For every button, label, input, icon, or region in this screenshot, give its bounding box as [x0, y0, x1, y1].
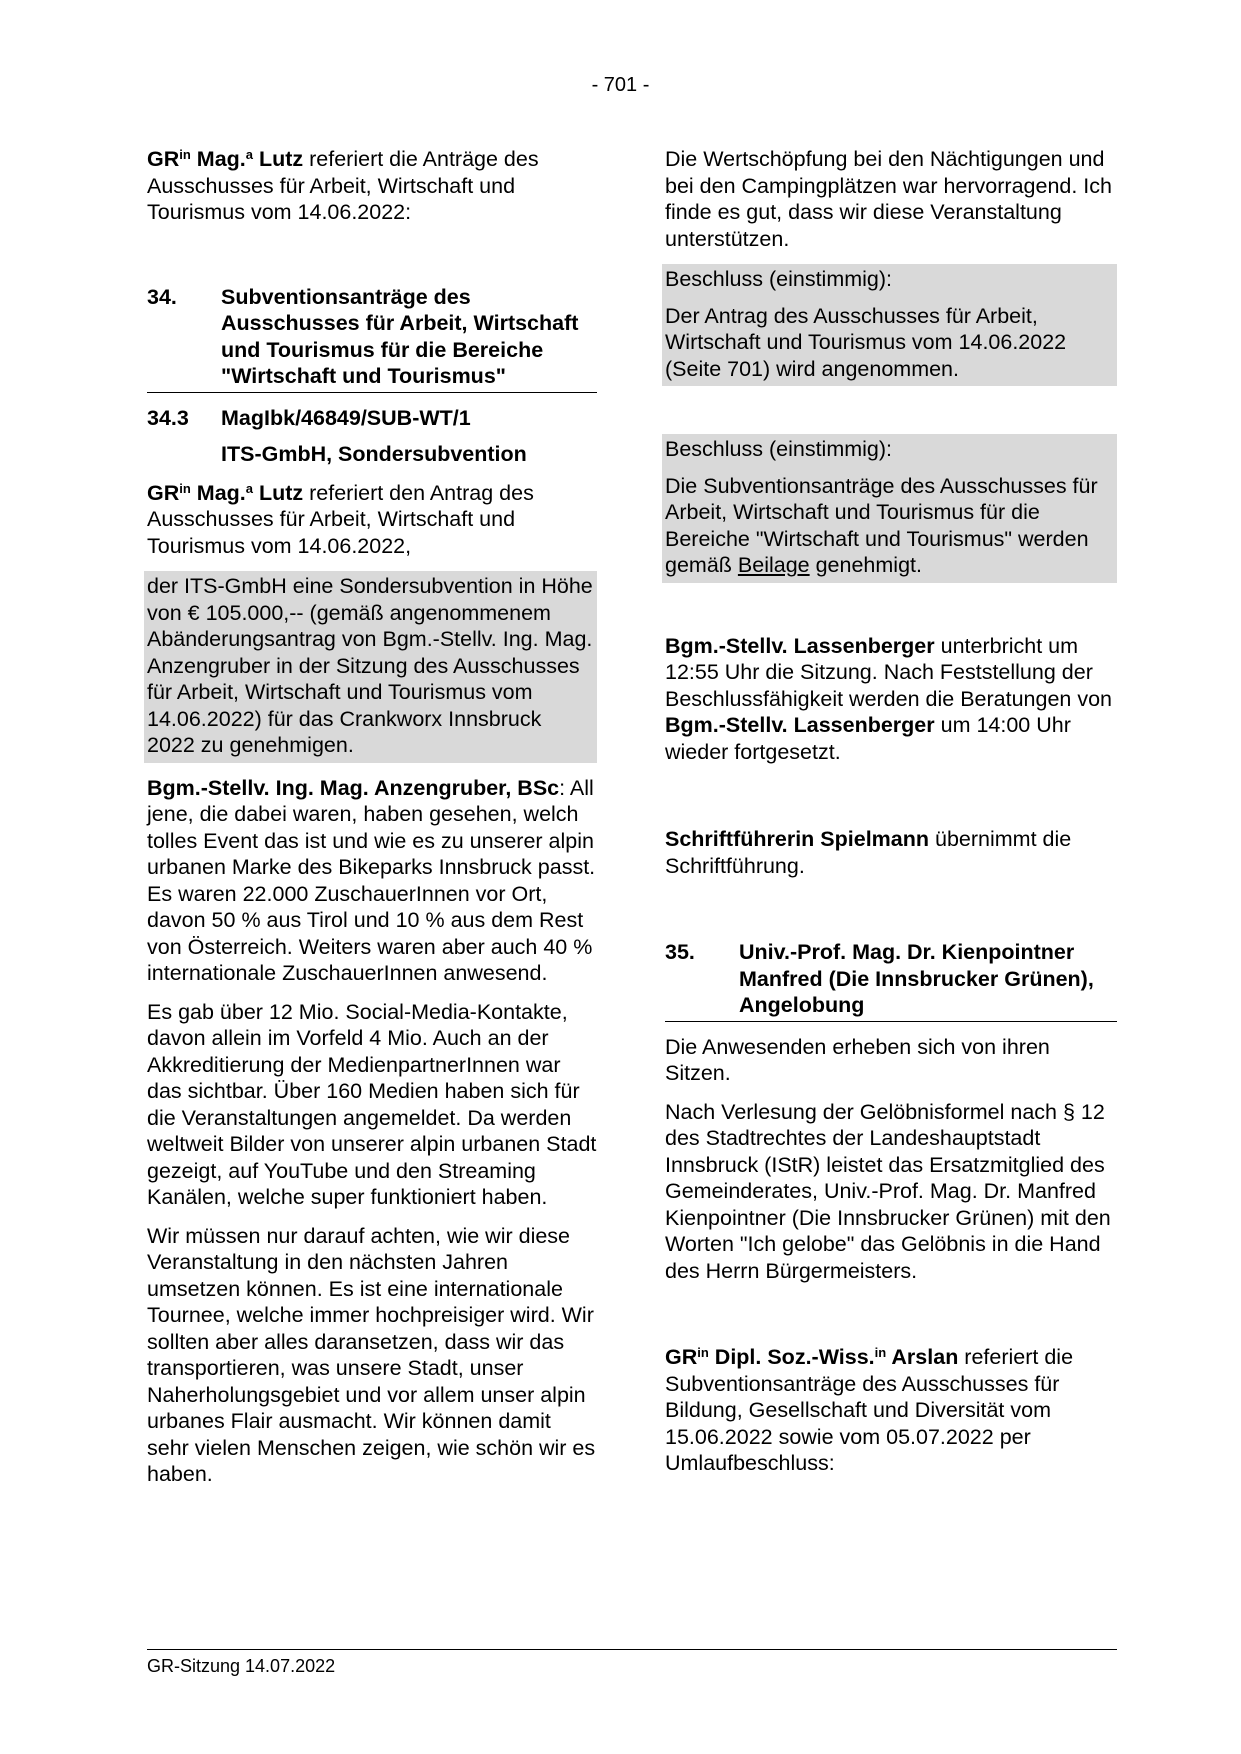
resolution-box-1	[662, 264, 1117, 386]
agenda-file-number: MagIbk/46849/SUB-WT/1	[221, 405, 471, 430]
agenda-title: Univ.-Prof. Mag. Dr. Kienpointner Manfred (Die Innsbrucker Grünen), Angelobung	[739, 940, 1094, 1017]
agenda-number: 35.	[665, 940, 695, 964]
page-footer: GR-Sitzung 14.07.2022	[147, 1649, 1117, 1677]
attachment-link[interactable]: Beilage	[737, 553, 810, 577]
agenda-heading-34-3	[147, 405, 597, 432]
procedure-paragraph: Bgm.-Stellv. Lassenberger unterbricht um 12:55 Uhr die Sitzung. Nach Feststellung der Beschlussfähigkeit werden die Beratungen von Bgm.-Stellv. Lassenberger um 14:00 Uhr wieder fortgesetzt.	[665, 633, 1113, 764]
agenda-heading-35	[665, 939, 1117, 1022]
resolution-heading: Beschluss (einstimmig):	[665, 267, 892, 291]
speaker-name: $GR^{in}$ Dipl. Soz.-Wiss.$^{in}$ Arslan	[665, 1345, 959, 1369]
resolution-heading: Beschluss (einstimmig):	[665, 437, 892, 461]
speech-paragraph: Bgm.-Stellv. Ing. Mag. Anzengruber, BSc: All jene, die dabei waren, haben gesehen, welch tolles Event das ist und wie es zu unserer alpin urbanen Marke des Bikeparks Innsbruck passt. Es waren 22.000 ZuschauerInnen vor Ort, davon 50 % aus Tirol und 10 % aus dem Rest von Österreich. Weiters waren aber auch 40 % internationale ZuschauerInnen anwesend.	[147, 775, 596, 985]
report-paragraph: $GR^{in}$ Mag.$^a$ Lutz referiert den Antrag des Ausschusses für Arbeit, Wirtschaft und Tourismus vom 14.06.2022,	[147, 480, 534, 558]
motion-box	[144, 571, 597, 763]
report-paragraph: $GR^{in}$ Dipl. Soz.-Wiss.$^{in}$ Arslan referiert die Subventionsanträge des Ausschusses für Bildung, Gesellschaft und Diversität vom 15.06.2022 sowie vom 05.07.2022 per Umlaufbeschluss:	[665, 1345, 1074, 1475]
speech-paragraph: Die Wertschöpfung bei den Nächtigungen und bei den Campingplätzen war hervorragend. Ich finde es gut, dass wir diese Veranstaltung unterstützen.	[665, 147, 1112, 251]
agenda-subtitle-row	[147, 441, 597, 468]
speaker-name: Bgm.-Stellv. Ing. Mag. Anzengruber, BSc	[147, 775, 560, 800]
procedure-paragraph: Die Anwesenden erheben sich von ihren Sitzen.	[665, 1034, 1050, 1085]
page-number: - 701 -	[591, 74, 650, 96]
resolution-text: Der Antrag des Ausschusses für Arbeit, Wirtschaft und Tourismus vom 14.06.2022 (Seite 701) wird angenommen.	[665, 303, 1067, 381]
speech-paragraph: Wir müssen nur darauf achten, wie wir diese Veranstaltung in den nächsten Jahren umsetzen können. Es ist eine internationale Tournee, welche immer hochpreisiger wird. Wir sollten aber alles daransetzen, dass wir das transportieren, was unsere Stadt, unser Naherholungsgebiet und vor allem unser alpin urbanes Flair ausmacht. Wir können damit sehr vielen Menschen zeigen, wie schön wir es haben.	[147, 1223, 596, 1486]
agenda-subtitle: ITS-GmbH, Sondersubvention	[221, 442, 527, 466]
right-column	[665, 146, 1117, 1489]
agenda-number: 34.	[147, 284, 177, 309]
speech-paragraph: Es gab über 12 Mio. Social-Media-Kontakte, davon allein im Vorfeld 4 Mio. Auch an der Akkreditierung der MedienpartnerInnen war das sichtbar. Über 160 Medien haben sich für die Veranstaltungen angemeldet. Da werden weltweit Bilder von unserer alpin urbanen Stadt gezeigt, auf YouTube und den Streaming Kanälen, welche super funktioniert haben.	[147, 999, 597, 1209]
motion-text: der ITS-GmbH eine Sondersubvention in Höhe von € 105.000,-- (gemäß angenommenem Abänderungsantrag von Bgm.-Stellv. Ing. Mag. Anzengruber in der Sitzung des Ausschusses für Arbeit, Wirtschaft und Tourismus vom 14.06.2022) für das Crankworx Innsbruck 2022 zu genehmigen.	[147, 574, 593, 757]
intro-paragraph: $GR^{in}$ Mag.$^a$ Lutz referiert die Anträge des Ausschusses für Arbeit, Wirtschaft und Tourismus vom 14.06.2022:	[147, 147, 539, 224]
procedure-paragraph: Nach Verlesung der Gelöbnisformel nach § 12 des Stadtrechtes der Landeshauptstadt Innsbruck (IStR) leistet das Ersatzmitglied des Gemeinderates, Univ.-Prof. Mag. Dr. Manfred Kienpointner (Die Innsbrucker Grünen) mit den Worten "Ich gelobe" das Gelöbnis in die Hand des Herrn Bürgermeisters.	[665, 1099, 1111, 1283]
speaker-name: $GR^{in}$ Mag.$^a$ Lutz	[147, 480, 304, 505]
resolution-box-2	[662, 434, 1117, 583]
agenda-number: 34.3	[147, 405, 189, 430]
speaker-name: $GR^{in}$ Mag.$^a$ Lutz	[147, 147, 304, 171]
resolution-text: Die Subventionsanträge des Ausschusses für Arbeit, Wirtschaft und Tourismus für die Bereiche "Wirtschaft und Tourismus" werden gemäß Beilage genehmigt.	[665, 473, 1098, 577]
left-column	[147, 146, 597, 1500]
agenda-heading-34	[147, 284, 597, 393]
agenda-title: Subventionsanträge des Ausschusses für Arbeit, Wirtschaft und Tourismus für die Bereiche "Wirtschaft und Tourismus"	[221, 284, 579, 388]
procedure-paragraph: Schriftführerin Spielmann übernimmt die Schriftführung.	[665, 827, 1072, 878]
